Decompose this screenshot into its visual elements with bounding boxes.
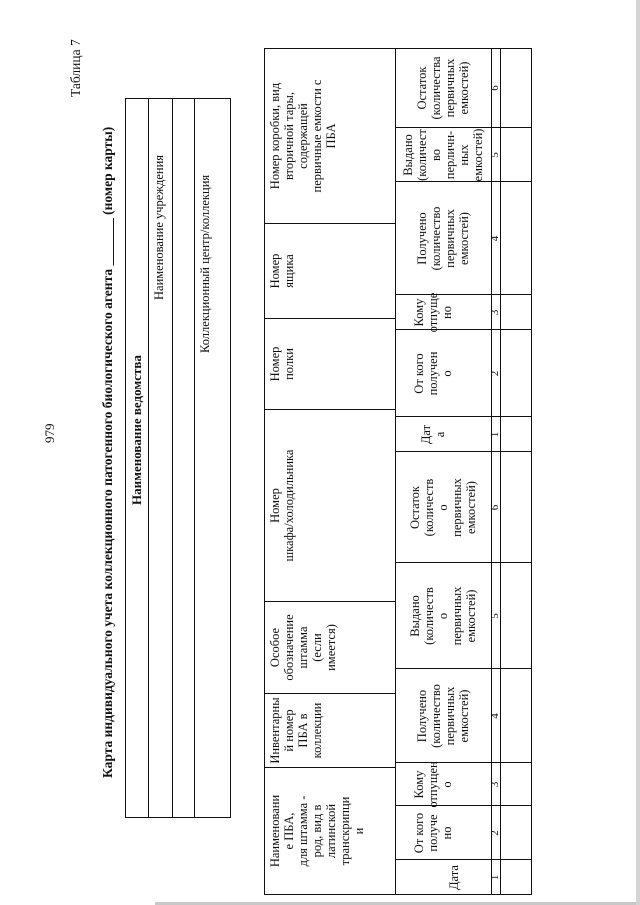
header-container-number: Номер коробки, вид вторичной тары, содержащей первичные емкости с ПБА [268, 79, 338, 193]
info-box-divider [194, 98, 195, 818]
column-number: 1 [489, 874, 502, 881]
column-number: 3 [489, 309, 502, 316]
header-pba-name: Наименовани е ПБА, для штамма - род, вид в латинской транскрипци и [268, 794, 366, 868]
col-received-from: От кого получе но [411, 812, 454, 854]
info-box-divider [148, 98, 149, 818]
institution-name-label: Наименование учреждения [152, 154, 166, 300]
col-released-to: Кому отпущен о [411, 761, 454, 808]
column-number: 6 [489, 85, 502, 91]
column-number: 6 [489, 504, 502, 511]
col-balance-qty-2: Остаток (количества первичных емкостей) [415, 56, 471, 120]
column-number: 5 [489, 152, 502, 158]
header-box-number: Номер ящика [268, 253, 296, 289]
col-received-qty: Получено (количество первичных емкостей) [415, 684, 471, 748]
col-issued-qty: Выдано (количеств о первичных емкостей) [408, 586, 478, 646]
table-col-divider [264, 223, 395, 224]
info-box-divider [172, 98, 173, 818]
col-issued-qty-2: Выдано (количест во перличн- ных емкостей) [401, 128, 485, 182]
col-date: Дата [447, 865, 461, 890]
document-title: Карта индивидуального учета коллекционного патогенного биологического агента _______ (номер карты) [100, 126, 115, 778]
column-number: 4 [489, 235, 502, 242]
column-number: 5 [489, 613, 502, 619]
column-number: 4 [489, 713, 502, 719]
column-number: 3 [489, 781, 502, 788]
table-col-divider [264, 767, 395, 768]
col-received-from-2: От кого получен о [411, 351, 454, 396]
header-inventory-number: Инвентарны й номер ПБА в коллекции [268, 697, 324, 764]
col-released-to-2: Кому отпуще но [411, 292, 454, 333]
column-number: 2 [489, 370, 502, 377]
header-strain-designation: Особое обозначение штамма (если имеется) [268, 614, 338, 681]
table-col-divider [264, 693, 395, 694]
agency-name-label: Наименование ведомства [129, 355, 144, 505]
col-date-2: Дат а [418, 424, 447, 445]
column-number: 2 [489, 830, 502, 836]
header-cabinet-number: Номер шкафа/холодильника [268, 449, 296, 562]
table-row-divider [500, 48, 501, 895]
table-col-divider [264, 601, 395, 602]
table-label: Таблица 7 [68, 39, 83, 97]
page-number: 979 [42, 423, 57, 443]
col-received-qty-2: Получено (количество первичных емкостей) [415, 206, 471, 271]
col-balance-qty: Остаток (количеств о первичных емкостей) [408, 478, 478, 537]
collection-center-label: Коллекционный центр/коллекция [198, 174, 212, 353]
column-number: 1 [489, 431, 502, 438]
header-shelf-number: Номер полки [268, 346, 296, 382]
table-col-divider [264, 409, 395, 410]
table-col-divider [264, 318, 395, 319]
